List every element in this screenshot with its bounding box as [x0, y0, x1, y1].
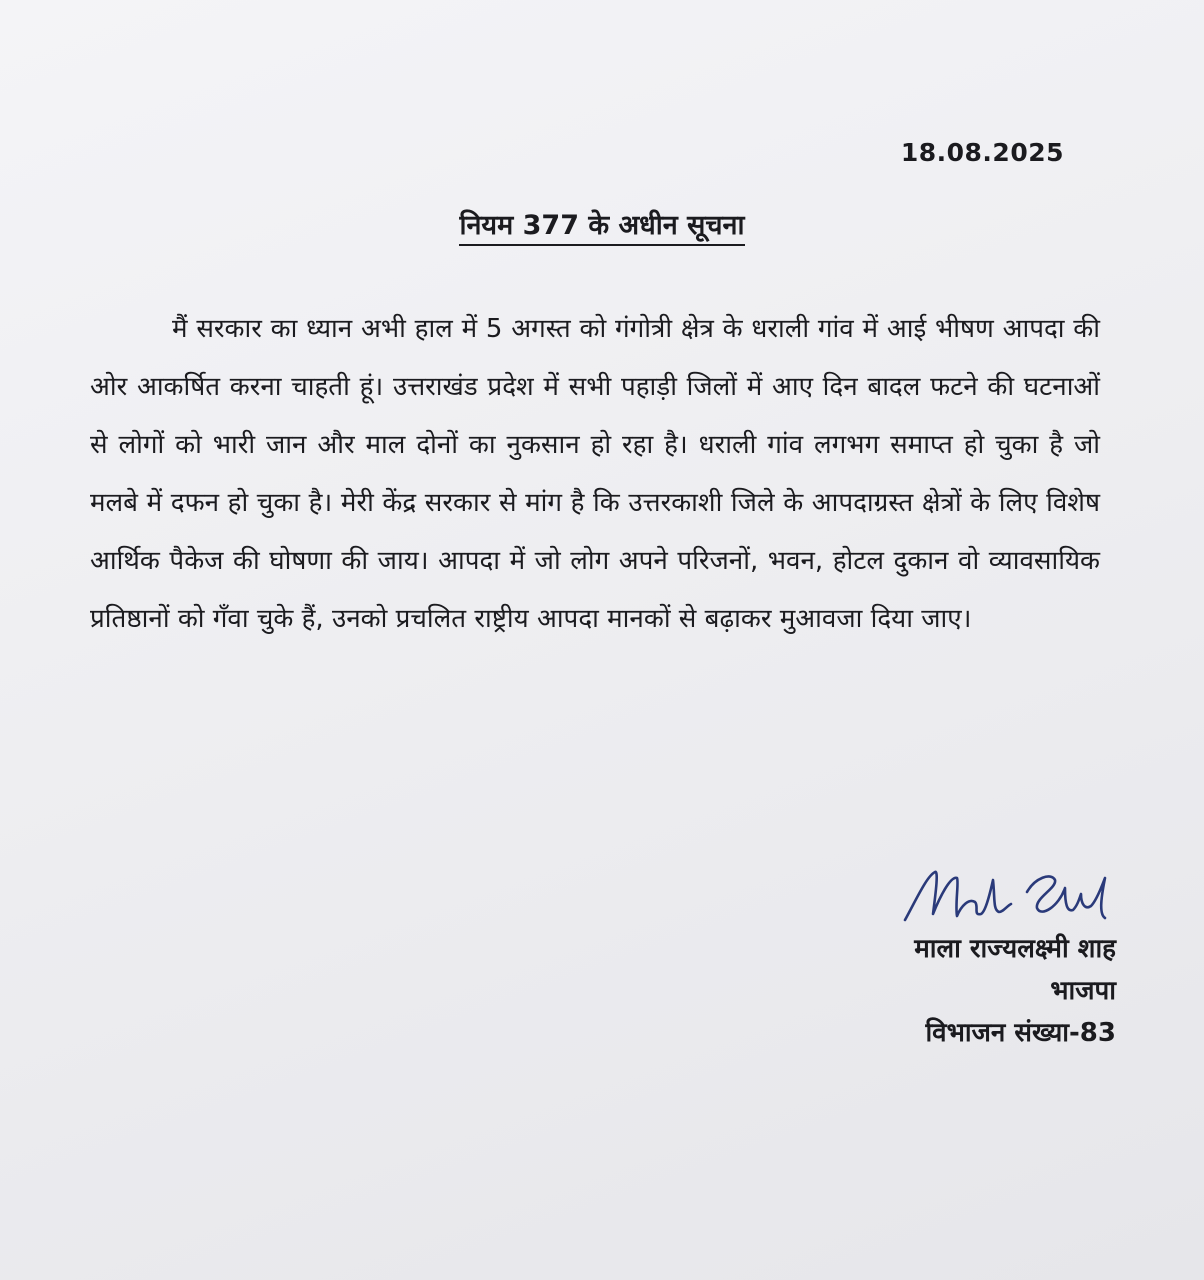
- handwritten-signature: [895, 858, 1125, 938]
- document-title: [0, 205, 1204, 242]
- signature-block: [914, 928, 1116, 1054]
- signatory-name: माला राज्यलक्ष्मी शाह: [914, 934, 1116, 964]
- document-title-text: नियम 377 के अधीन सूचना: [459, 210, 744, 246]
- signatory-division: विभाजन संख्या-83: [925, 1018, 1116, 1048]
- signatory-party: भाजपा: [1050, 976, 1116, 1006]
- document-body: मैं सरकार का ध्यान अभी हाल में 5 अगस्त को गंगोत्री क्षेत्र के धराली गांव में आई भीषण आपदा की ओर आकर्षित करना चाहती हूं। उत्तराखंड प्रदेश में सभी पहाड़ी जिलों में आए दिन बादल फटने की घटनाओं से लोगों को भारी जान और माल दोनों का नुकसान हो रहा है। धराली गांव लगभग समाप्त हो चुका है जो मलबे में दफन हो चुका है। मेरी केंद्र सरकार से मांग है कि उत्तरकाशी जिले के आपदाग्रस्त क्षेत्रों के लिए विशेष आर्थिक पैकेज की घोषणा की जाय। आपदा में जो लोग अपने परिजनों, भवन, होटल दुकान वो व्यावसायिक प्रतिष्ठानों को गँवा चुके हैं, उनको प्रचलित राष्ट्रीय आपदा मानकों से बढ़ाकर मुआवजा दिया जाए।: [90, 314, 1100, 634]
- document-date: 18.08.2025: [900, 138, 1064, 167]
